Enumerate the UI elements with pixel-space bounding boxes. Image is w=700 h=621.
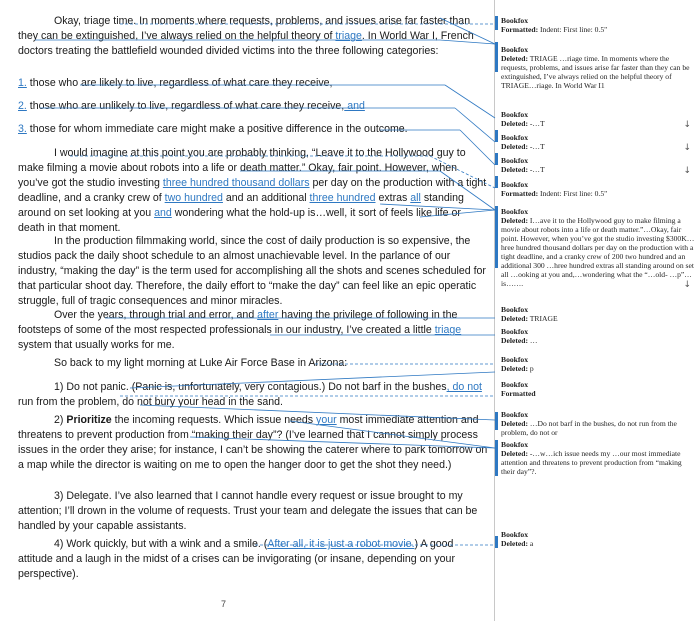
revision-bar — [495, 153, 498, 165]
comment-balloon[interactable]: Bookfox Deleted: -…w…ich issue needs my …our most immediate attention and threatens to prevent production from “making their day”?. — [501, 440, 682, 476]
revision-bar — [495, 440, 498, 476]
paragraph-over-the-years: Over the years, through trial and error, and after having the privilege of following in the footsteps of some of the most respected professionals in our industry, I’ve created a little triage system that usually works for me. — [18, 309, 462, 351]
insertion-triage-2[interactable]: triage — [434, 324, 462, 336]
insertion-triage[interactable]: triage — [335, 30, 362, 42]
down-arrow-icon[interactable]: ↓ — [683, 280, 691, 290]
comment-balloon[interactable]: Bookfox Deleted: -…T ↓ — [501, 156, 691, 176]
down-arrow-icon[interactable]: ↓ — [683, 143, 691, 153]
paragraph-production-world: In the production filmmaking world, since the cost of daily production is so expensive, the studios pack the daily shoot schedule to an almost unachievable level. In the parlance of our industry, “making the day” is the term used for accomplishing all the shots and scenes scheduled for that particular shoot day. Therefore, the daily effort to “make the day” can feel like an epic operatic struggle, full of tragic consequences and minor miracles. — [18, 235, 486, 307]
paragraph-do-not-panic: 1) Do not panic. (Panic is, unfortunately, very contagious.) Do not barf in the bushes, do not run from the problem, do not bury your head in the sand. — [18, 381, 482, 408]
revision-bar — [495, 206, 498, 268]
comment-balloon[interactable]: Bookfox Deleted: TRIAGE …riage time. In moments where the requests, problems, and issues arise far faster than they can be extinguished, I’ve always relied on the helpful theory of TRIAGE…riage. In World War I1 — [501, 45, 690, 90]
paragraph-triage-intro: Okay, triage time. In moments where requests, problems, and issues arise far faster than they can be extinguished, I’ve always relied on the helpful theory of triage. In World War I, French doctors treating the battlefield wounded divided victims into the three following categories: — [18, 15, 474, 57]
comment-balloon[interactable]: Bookfox Deleted: TRIAGE — [501, 305, 558, 323]
list-item-3: 3. those for whom immediate care might make a positive difference in the outcome. — [18, 123, 408, 135]
paragraph-luke-air-force: So back to my light morning at Luke Air Force Base in Arizona: — [54, 357, 348, 369]
list-item-2: 2. those who are unlikely to live, regardless of what care they receive, and — [18, 100, 365, 112]
revision-bar — [495, 42, 498, 72]
insertion-your[interactable]: your — [316, 414, 337, 426]
paragraph-hollywood: I would imagine at this point you are probably thinking, “Leave it to the Hollywood guy to make filming a movie about robots into a life or death matter.” Okay, fair point. However, when you’ve got the studio investing three hundred thousand dollars per day on the production with a tight deadline, and a cranky crew of two hundred and an additional three hundred extras all standing around on set looking at you and wondering what the hold-up is…well, it sort of feels like life or death in that moment. — [18, 147, 487, 234]
paragraph-prioritize: 2) Prioritize the incoming requests. Which issue needs your most immediate attention and threatens to prevent production from “making their day”? (I’ve learned that I cannot simply process issues in the order they arise; for instance, I can’t be showing the caterer where to park tomorrow on a map while the director is waiting on me to open the hanger door to get the shot they need.) — [18, 414, 488, 471]
insertion-after-all[interactable]: After all, it is just a robot movie. — [267, 538, 415, 550]
comment-balloon[interactable]: Bookfox Deleted: -…T ↓ — [501, 133, 691, 153]
comment-balloon[interactable]: Bookfox Formatted: Indent: First line: 0.5" — [501, 180, 608, 198]
list-number-1[interactable]: 1. — [18, 77, 27, 89]
paragraph-work-quickly: 4) Work quickly, but with a wink and a smile. (After all, it is just a robot movie.) A good attitude and a laugh in the midst of a crises can be invigorating (or insane, depending on your perspective). — [18, 538, 455, 580]
down-arrow-icon[interactable]: ↓ — [683, 166, 691, 176]
list-number-3[interactable]: 3. — [18, 123, 27, 135]
insertion-and[interactable]: and — [344, 100, 365, 112]
revision-bar — [495, 130, 498, 142]
comment-balloon[interactable]: Bookfox Deleted: -…T ↓ — [501, 110, 691, 130]
insertion-two-hundred[interactable]: two hundred — [164, 192, 223, 204]
comment-balloon[interactable]: Bookfox Deleted: p — [501, 355, 534, 373]
down-arrow-icon[interactable]: ↓ — [683, 120, 691, 130]
page-number: 7 — [221, 599, 227, 609]
comment-balloon[interactable]: Bookfox Deleted: … — [501, 327, 538, 345]
insertion-and-2[interactable]: and — [154, 207, 172, 219]
paragraph-delegate: 3) Delegate. I’ve also learned that I cannot handle every request or issue brought to my attention; I’ll drown in the volume of requests. Trust your team and delegate the issues that can be handled by your capable assistants. — [18, 490, 478, 532]
insertion-three-hundred-thousand[interactable]: three hundred thousand dollars — [162, 177, 310, 189]
revision-bar — [495, 536, 498, 548]
comment-balloon[interactable]: Bookfox Deleted: I…ave it to the Hollywood guy to make filming a movie about robots into a life or death matter.”…Okay, fair point. However, when you’ve got the studio investing $300K…hree hundred thousand dollars per day on the production with a tight deadline, and a cranky crew of 200 two hundred and an additional 300 …hree hundred extras all standing around on set all …ooking at you and,…wondering what the “…old- …p”…is……. ↓ — [501, 207, 695, 290]
list-item-1: 1. those who are likely to live, regardless of what care they receive, — [18, 77, 333, 89]
revision-bar — [495, 16, 498, 30]
revision-bar — [495, 176, 498, 188]
insertion-do-not[interactable]: , do not — [446, 381, 482, 393]
revision-bar — [495, 412, 498, 430]
insertion-after[interactable]: after — [257, 309, 279, 321]
comment-balloon[interactable]: Bookfox Deleted: a — [501, 530, 534, 548]
list-number-2[interactable]: 2. — [18, 100, 27, 112]
insertion-three-hundred[interactable]: three hundred — [309, 192, 376, 204]
comment-balloon[interactable]: Bookfox Formatted — [501, 380, 536, 398]
comment-balloon[interactable]: Bookfox Formatted: Indent: First line: 0.5" — [501, 16, 608, 34]
insertion-all[interactable]: all — [410, 192, 421, 204]
comment-balloon[interactable]: Bookfox Deleted: …Do not barf in the bushes, do not run from the problem, do not or — [501, 410, 677, 437]
